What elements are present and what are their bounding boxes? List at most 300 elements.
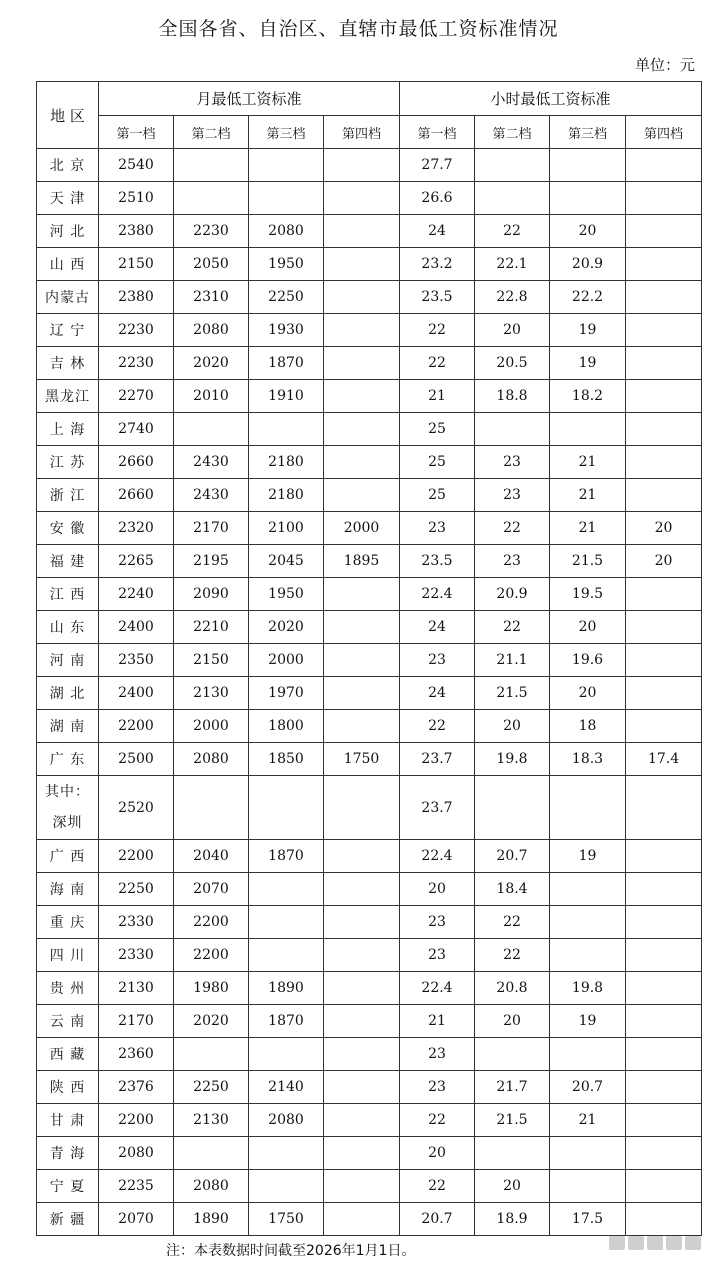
hourly-tier-3-cell: 21 <box>550 446 626 479</box>
hourly-tier-4-cell <box>626 1104 702 1137</box>
monthly-tier-2-cell: 2020 <box>174 347 249 380</box>
monthly-tier-3-cell <box>249 776 324 840</box>
monthly-tier-1-cell: 2330 <box>99 906 174 939</box>
monthly-tier-1-cell: 2360 <box>99 1038 174 1071</box>
monthly-tier-4-cell: 1750 <box>324 743 400 776</box>
monthly-tier-3-cell: 1750 <box>249 1203 324 1236</box>
monthly-tier-4-cell <box>324 873 400 906</box>
monthly-tier-4-cell <box>324 314 400 347</box>
hourly-tier-4-cell <box>626 149 702 182</box>
monthly-tier-4-cell <box>324 380 400 413</box>
hourly-tier-3-cell: 20 <box>550 215 626 248</box>
table-row <box>37 677 702 710</box>
hourly-tier-3-cell: 20 <box>550 611 626 644</box>
region-cell: 云 南 <box>37 1005 99 1038</box>
monthly-tier-2-cell: 2200 <box>174 939 249 972</box>
monthly-tier-3-cell: 1970 <box>249 677 324 710</box>
monthly-tier-3-cell: 2140 <box>249 1071 324 1104</box>
hourly-tier-4-cell <box>626 677 702 710</box>
hourly-tier-1-cell: 22.4 <box>400 840 475 873</box>
region-cell: 安 徽 <box>37 512 99 545</box>
hourly-tier-2-cell <box>475 413 550 446</box>
hourly-tier-1-cell: 20 <box>400 1137 475 1170</box>
hourly-tier-3-cell: 18.3 <box>550 743 626 776</box>
hourly-tier-3-cell <box>550 906 626 939</box>
monthly-tier-2-cell: 2090 <box>174 578 249 611</box>
monthly-tier-1-cell: 2200 <box>99 840 174 873</box>
hourly-tier-4-cell <box>626 479 702 512</box>
hourly-tier-2-cell: 20 <box>475 1170 550 1203</box>
hourly-tier-1-cell: 23.7 <box>400 743 475 776</box>
monthly-tier-1-cell: 2200 <box>99 1104 174 1137</box>
hourly-tier-4-header: 第四档 <box>626 116 702 149</box>
hourly-tier-2-cell <box>475 182 550 215</box>
monthly-tier-4-cell <box>324 1071 400 1104</box>
monthly-tier-1-cell: 2230 <box>99 347 174 380</box>
table-row <box>37 611 702 644</box>
hourly-tier-2-cell: 20.7 <box>475 840 550 873</box>
monthly-tier-4-cell <box>324 710 400 743</box>
region-cell: 西 藏 <box>37 1038 99 1071</box>
monthly-tier-4-cell: 2000 <box>324 512 400 545</box>
hourly-tier-1-cell: 22.4 <box>400 578 475 611</box>
monthly-tier-1-cell: 2170 <box>99 1005 174 1038</box>
region-cell: 天 津 <box>37 182 99 215</box>
monthly-tier-1-header: 第一档 <box>99 116 174 149</box>
hourly-tier-1-cell: 23 <box>400 939 475 972</box>
table-row <box>37 1203 702 1236</box>
table-row <box>37 248 702 281</box>
monthly-tier-1-cell: 2240 <box>99 578 174 611</box>
table-row <box>37 873 702 906</box>
hourly-tier-1-cell: 22 <box>400 1104 475 1137</box>
region-cell: 辽 宁 <box>37 314 99 347</box>
hourly-tier-1-cell: 22 <box>400 710 475 743</box>
hourly-tier-3-cell: 21 <box>550 512 626 545</box>
monthly-tier-3-cell: 1800 <box>249 710 324 743</box>
hourly-tier-2-cell: 20 <box>475 314 550 347</box>
region-cell: 广 西 <box>37 840 99 873</box>
monthly-tier-1-cell: 2660 <box>99 479 174 512</box>
monthly-tier-3-cell: 1890 <box>249 972 324 1005</box>
monthly-tier-3-cell: 1870 <box>249 840 324 873</box>
table-row <box>37 710 702 743</box>
region-cell: 山 东 <box>37 611 99 644</box>
hourly-tier-1-cell: 23.5 <box>400 281 475 314</box>
hourly-tier-2-cell: 21.7 <box>475 1071 550 1104</box>
monthly-tier-3-cell <box>249 939 324 972</box>
monthly-tier-4-cell <box>324 776 400 840</box>
monthly-tier-3-cell <box>249 906 324 939</box>
monthly-tier-4-cell <box>324 1170 400 1203</box>
region-cell: 湖 北 <box>37 677 99 710</box>
hourly-tier-4-cell <box>626 413 702 446</box>
hourly-tier-2-cell: 21.1 <box>475 644 550 677</box>
monthly-tier-3-cell: 1930 <box>249 314 324 347</box>
monthly-tier-1-cell: 2380 <box>99 215 174 248</box>
table-row <box>37 479 702 512</box>
monthly-tier-2-cell: 2230 <box>174 215 249 248</box>
region-header: 地 区 <box>37 82 99 149</box>
hourly-tier-3-cell <box>550 1137 626 1170</box>
hourly-tier-2-cell: 21.5 <box>475 677 550 710</box>
hourly-tier-4-cell <box>626 644 702 677</box>
monthly-tier-4-cell <box>324 1104 400 1137</box>
monthly-tier-3-cell: 1870 <box>249 1005 324 1038</box>
hourly-tier-4-cell <box>626 1203 702 1236</box>
hourly-tier-2-cell: 22 <box>475 906 550 939</box>
monthly-tier-2-cell: 2250 <box>174 1071 249 1104</box>
hourly-tier-2-cell: 20.8 <box>475 972 550 1005</box>
table-row <box>37 1071 702 1104</box>
table-body <box>37 149 702 1236</box>
hourly-tier-1-cell: 26.6 <box>400 182 475 215</box>
monthly-tier-1-cell: 2510 <box>99 182 174 215</box>
hourly-tier-1-cell: 25 <box>400 446 475 479</box>
hourly-tier-4-cell <box>626 840 702 873</box>
hourly-tier-3-header: 第三档 <box>550 116 626 149</box>
region-cell: 甘 肃 <box>37 1104 99 1137</box>
hourly-tier-4-cell <box>626 380 702 413</box>
hourly-tier-4-cell <box>626 446 702 479</box>
monthly-tier-3-cell: 1950 <box>249 248 324 281</box>
hourly-tier-2-cell: 22 <box>475 939 550 972</box>
hourly-tier-4-cell <box>626 1170 702 1203</box>
monthly-tier-4-cell <box>324 677 400 710</box>
monthly-tier-3-cell: 2080 <box>249 1104 324 1137</box>
hourly-tier-2-cell: 18.4 <box>475 873 550 906</box>
monthly-tier-2-cell: 2080 <box>174 743 249 776</box>
hourly-tier-1-cell: 25 <box>400 479 475 512</box>
table-row <box>37 972 702 1005</box>
monthly-tier-2-cell: 2010 <box>174 380 249 413</box>
hourly-tier-2-header: 第二档 <box>475 116 550 149</box>
monthly-tier-2-cell <box>174 1038 249 1071</box>
monthly-tier-4-cell <box>324 939 400 972</box>
hourly-tier-4-cell <box>626 972 702 1005</box>
page-title: 全国各省、自治区、直辖市最低工资标准情况 <box>158 18 559 40</box>
monthly-tier-4-cell: 1895 <box>324 545 400 578</box>
hourly-tier-4-cell <box>626 776 702 840</box>
hourly-tier-4-cell <box>626 873 702 906</box>
monthly-tier-4-cell <box>324 972 400 1005</box>
region-cell: 吉 林 <box>37 347 99 380</box>
table-row <box>37 380 702 413</box>
table-row <box>37 413 702 446</box>
monthly-tier-3-cell <box>249 413 324 446</box>
monthly-tier-3-cell: 1850 <box>249 743 324 776</box>
monthly-tier-2-cell: 2150 <box>174 644 249 677</box>
table-row <box>37 545 702 578</box>
table-row <box>37 149 702 182</box>
hourly-tier-1-cell: 20.7 <box>400 1203 475 1236</box>
monthly-tier-4-cell <box>324 347 400 380</box>
hourly-tier-4-cell <box>626 182 702 215</box>
monthly-tier-4-cell <box>324 281 400 314</box>
monthly-tier-2-cell <box>174 1137 249 1170</box>
table-row <box>37 182 702 215</box>
monthly-tier-3-cell: 2180 <box>249 479 324 512</box>
monthly-tier-4-cell <box>324 906 400 939</box>
hourly-tier-3-cell <box>550 182 626 215</box>
hourly-tier-1-cell: 24 <box>400 677 475 710</box>
watermark <box>609 1236 701 1250</box>
monthly-tier-4-cell <box>324 182 400 215</box>
footnote: 注：本表数据时间截至2026年1月1日。 <box>166 1243 416 1259</box>
monthly-tier-2-cell: 2050 <box>174 248 249 281</box>
hourly-tier-3-cell: 20.7 <box>550 1071 626 1104</box>
unit-label: 单位：元 <box>634 56 695 74</box>
hourly-tier-2-cell: 23 <box>475 446 550 479</box>
hourly-tier-4-cell <box>626 611 702 644</box>
monthly-tier-4-cell <box>324 1203 400 1236</box>
monthly-tier-3-cell: 2180 <box>249 446 324 479</box>
hourly-tier-4-cell <box>626 314 702 347</box>
monthly-tier-1-cell: 2080 <box>99 1137 174 1170</box>
table-row <box>37 743 702 776</box>
region-cell: 四 川 <box>37 939 99 972</box>
region-cell: 山 西 <box>37 248 99 281</box>
monthly-tier-1-cell: 2235 <box>99 1170 174 1203</box>
hourly-tier-3-cell <box>550 413 626 446</box>
region-cell: 福 建 <box>37 545 99 578</box>
table-row <box>37 512 702 545</box>
hourly-tier-4-cell <box>626 939 702 972</box>
hourly-tier-1-cell: 23 <box>400 644 475 677</box>
monthly-tier-2-cell: 1890 <box>174 1203 249 1236</box>
monthly-tier-2-cell: 2310 <box>174 281 249 314</box>
hourly-tier-4-cell <box>626 1071 702 1104</box>
monthly-tier-2-cell: 2430 <box>174 479 249 512</box>
hourly-tier-1-cell: 25 <box>400 413 475 446</box>
monthly-tier-1-cell: 2520 <box>99 776 174 840</box>
monthly-tier-3-cell: 2250 <box>249 281 324 314</box>
hourly-tier-1-cell: 24 <box>400 611 475 644</box>
hourly-tier-2-cell <box>475 776 550 840</box>
hourly-tier-4-cell <box>626 215 702 248</box>
hourly-tier-1-cell: 23.7 <box>400 776 475 840</box>
hourly-tier-3-cell: 20 <box>550 677 626 710</box>
monthly-tier-4-cell <box>324 1005 400 1038</box>
hourly-tier-2-cell: 20 <box>475 710 550 743</box>
table-row <box>37 1137 702 1170</box>
table-row <box>37 281 702 314</box>
monthly-tier-3-cell <box>249 1170 324 1203</box>
monthly-header: 月最低工资标准 <box>99 82 400 116</box>
table-row <box>37 776 702 840</box>
monthly-tier-1-cell: 2500 <box>99 743 174 776</box>
monthly-tier-2-cell <box>174 776 249 840</box>
monthly-tier-2-cell: 2130 <box>174 1104 249 1137</box>
hourly-tier-1-cell: 23.2 <box>400 248 475 281</box>
hourly-tier-2-cell: 22.1 <box>475 248 550 281</box>
region-cell: 江 苏 <box>37 446 99 479</box>
monthly-tier-4-cell <box>324 840 400 873</box>
hourly-tier-4-cell <box>626 578 702 611</box>
monthly-tier-1-cell: 2350 <box>99 644 174 677</box>
hourly-tier-3-cell <box>550 1170 626 1203</box>
monthly-tier-1-cell: 2400 <box>99 677 174 710</box>
monthly-tier-2-cell <box>174 413 249 446</box>
monthly-tier-3-cell: 1870 <box>249 347 324 380</box>
monthly-tier-4-cell <box>324 1038 400 1071</box>
monthly-tier-1-cell: 2230 <box>99 314 174 347</box>
hourly-tier-2-cell: 22 <box>475 512 550 545</box>
region-cell: 河 南 <box>37 644 99 677</box>
monthly-tier-1-cell: 2250 <box>99 873 174 906</box>
monthly-tier-2-cell: 1980 <box>174 972 249 1005</box>
hourly-tier-3-cell: 17.5 <box>550 1203 626 1236</box>
hourly-tier-1-cell: 27.7 <box>400 149 475 182</box>
monthly-tier-1-cell: 2660 <box>99 446 174 479</box>
monthly-tier-2-cell: 2000 <box>174 710 249 743</box>
hourly-tier-1-cell: 21 <box>400 380 475 413</box>
hourly-tier-3-cell: 22.2 <box>550 281 626 314</box>
monthly-tier-1-cell: 2540 <box>99 149 174 182</box>
monthly-tier-2-cell: 2200 <box>174 906 249 939</box>
monthly-tier-3-cell <box>249 873 324 906</box>
monthly-tier-3-cell: 1910 <box>249 380 324 413</box>
monthly-tier-1-cell: 2400 <box>99 611 174 644</box>
region-cell <box>37 776 99 840</box>
hourly-tier-3-cell: 19 <box>550 347 626 380</box>
hourly-tier-3-cell <box>550 873 626 906</box>
monthly-tier-4-cell <box>324 248 400 281</box>
monthly-tier-3-cell: 2000 <box>249 644 324 677</box>
hourly-tier-1-cell: 23 <box>400 1038 475 1071</box>
hourly-tier-2-cell: 23 <box>475 479 550 512</box>
hourly-tier-2-cell: 18.8 <box>475 380 550 413</box>
table-row <box>37 939 702 972</box>
hourly-tier-4-cell: 20 <box>626 545 702 578</box>
monthly-tier-2-cell: 2195 <box>174 545 249 578</box>
monthly-tier-2-cell <box>174 149 249 182</box>
monthly-tier-4-cell <box>324 446 400 479</box>
hourly-tier-2-cell: 21.5 <box>475 1104 550 1137</box>
region-cell: 湖 南 <box>37 710 99 743</box>
hourly-tier-4-cell <box>626 281 702 314</box>
hourly-header: 小时最低工资标准 <box>400 82 702 116</box>
hourly-tier-1-cell: 22 <box>400 347 475 380</box>
monthly-tier-4-cell <box>324 644 400 677</box>
hourly-tier-1-cell: 22.4 <box>400 972 475 1005</box>
monthly-tier-2-cell: 2130 <box>174 677 249 710</box>
monthly-tier-1-cell: 2200 <box>99 710 174 743</box>
hourly-tier-4-cell: 20 <box>626 512 702 545</box>
hourly-tier-3-cell: 19 <box>550 314 626 347</box>
hourly-tier-4-cell <box>626 1137 702 1170</box>
hourly-tier-2-cell: 23 <box>475 545 550 578</box>
hourly-tier-3-cell <box>550 939 626 972</box>
monthly-tier-4-cell <box>324 215 400 248</box>
monthly-tier-3-cell: 2080 <box>249 215 324 248</box>
monthly-tier-2-cell: 2210 <box>174 611 249 644</box>
hourly-tier-3-cell: 19 <box>550 1005 626 1038</box>
monthly-tier-2-cell: 2080 <box>174 1170 249 1203</box>
monthly-tier-2-cell: 2070 <box>174 873 249 906</box>
hourly-tier-1-cell: 22 <box>400 1170 475 1203</box>
hourly-tier-2-cell: 20 <box>475 1005 550 1038</box>
monthly-tier-1-cell: 2130 <box>99 972 174 1005</box>
hourly-tier-1-cell: 23 <box>400 1071 475 1104</box>
monthly-tier-2-cell: 2170 <box>174 512 249 545</box>
region-cell: 海 南 <box>37 873 99 906</box>
hourly-tier-4-cell <box>626 906 702 939</box>
monthly-tier-1-cell: 2376 <box>99 1071 174 1104</box>
hourly-tier-2-cell <box>475 1137 550 1170</box>
hourly-tier-3-cell: 18.2 <box>550 380 626 413</box>
monthly-tier-4-header: 第四档 <box>324 116 400 149</box>
monthly-tier-3-cell: 2020 <box>249 611 324 644</box>
table-row <box>37 347 702 380</box>
hourly-tier-3-cell <box>550 776 626 840</box>
monthly-tier-3-cell <box>249 1038 324 1071</box>
hourly-tier-4-cell <box>626 347 702 380</box>
table-row <box>37 906 702 939</box>
hourly-tier-2-cell: 18.9 <box>475 1203 550 1236</box>
hourly-tier-3-cell: 18 <box>550 710 626 743</box>
hourly-tier-1-cell: 23.5 <box>400 545 475 578</box>
region-cell: 上 海 <box>37 413 99 446</box>
monthly-tier-1-cell: 2330 <box>99 939 174 972</box>
hourly-tier-2-cell: 19.8 <box>475 743 550 776</box>
hourly-tier-3-cell: 19 <box>550 840 626 873</box>
monthly-tier-4-cell <box>324 149 400 182</box>
hourly-tier-3-cell: 19.5 <box>550 578 626 611</box>
hourly-tier-1-cell: 23 <box>400 512 475 545</box>
hourly-tier-2-cell: 20.5 <box>475 347 550 380</box>
monthly-tier-1-cell: 2265 <box>99 545 174 578</box>
monthly-tier-3-cell: 1950 <box>249 578 324 611</box>
region-cell: 内蒙古 <box>37 281 99 314</box>
region-cell: 青 海 <box>37 1137 99 1170</box>
table-row <box>37 1170 702 1203</box>
hourly-tier-2-cell: 22 <box>475 611 550 644</box>
monthly-tier-2-cell: 2020 <box>174 1005 249 1038</box>
monthly-tier-1-cell: 2740 <box>99 413 174 446</box>
table-row <box>37 644 702 677</box>
region-cell: 黑龙江 <box>37 380 99 413</box>
monthly-tier-3-cell <box>249 1137 324 1170</box>
hourly-tier-3-cell: 20.9 <box>550 248 626 281</box>
monthly-tier-1-cell: 2070 <box>99 1203 174 1236</box>
monthly-tier-4-cell <box>324 578 400 611</box>
table-row <box>37 578 702 611</box>
table-row <box>37 314 702 347</box>
hourly-tier-2-cell <box>475 149 550 182</box>
region-cell: 江 西 <box>37 578 99 611</box>
monthly-tier-1-cell: 2150 <box>99 248 174 281</box>
monthly-tier-2-cell: 2040 <box>174 840 249 873</box>
hourly-tier-2-cell: 20.9 <box>475 578 550 611</box>
region-cell-line2: 深圳 <box>52 814 83 831</box>
monthly-tier-1-cell: 2270 <box>99 380 174 413</box>
hourly-tier-3-cell: 21 <box>550 1104 626 1137</box>
table-row <box>37 1104 702 1137</box>
region-cell: 北 京 <box>37 149 99 182</box>
region-cell: 浙 江 <box>37 479 99 512</box>
region-cell: 重 庆 <box>37 906 99 939</box>
hourly-tier-4-cell <box>626 248 702 281</box>
monthly-tier-1-cell: 2380 <box>99 281 174 314</box>
table-row <box>37 1005 702 1038</box>
monthly-tier-2-cell: 2430 <box>174 446 249 479</box>
region-cell-line1: 其中： <box>45 783 90 800</box>
hourly-tier-1-header: 第一档 <box>400 116 475 149</box>
monthly-tier-1-cell: 2320 <box>99 512 174 545</box>
monthly-tier-3-cell: 2100 <box>249 512 324 545</box>
table-row <box>37 215 702 248</box>
